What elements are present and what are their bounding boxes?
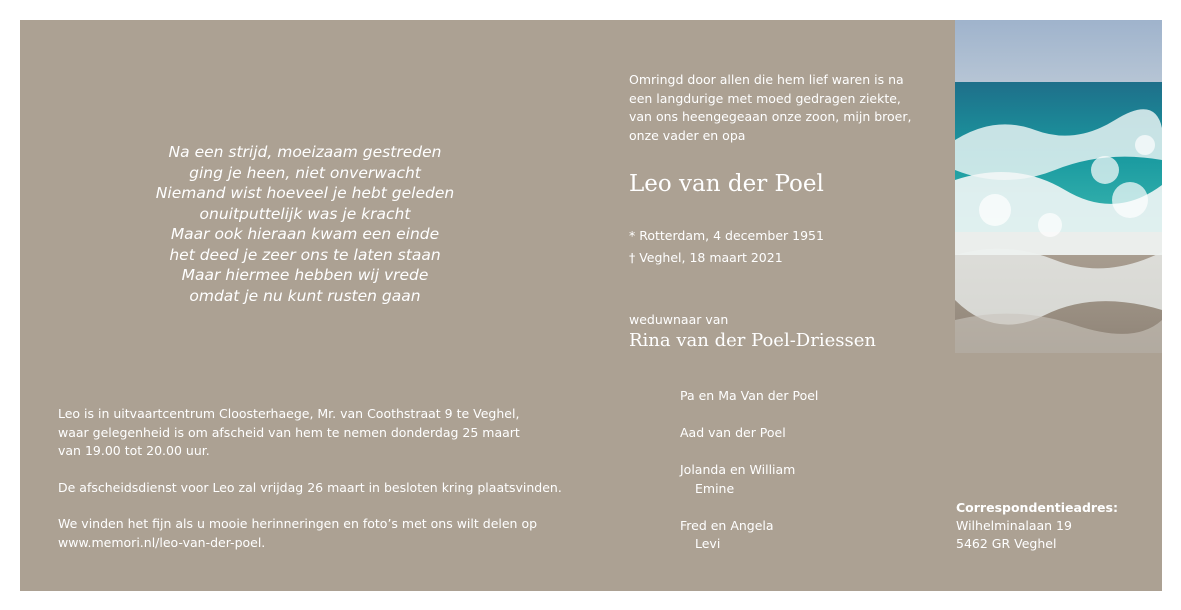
family-group bbox=[680, 461, 818, 498]
family-brother: Aad van der Poel bbox=[680, 425, 786, 440]
info-line: We vinden het fijn als u mooie herinneringen en foto’s met ons wilt delen op bbox=[58, 516, 538, 531]
memories-paragraph bbox=[58, 515, 578, 552]
widow-name: Rina van der Poel-Driessen bbox=[629, 330, 876, 351]
poem-line: het deed je zeer ons te laten staan bbox=[169, 245, 441, 264]
address-label: Correspondentieadres: bbox=[956, 500, 1118, 515]
family-couple: Jolanda en William bbox=[680, 462, 796, 477]
info-line: van 19.00 tot 20.00 uur. bbox=[58, 443, 210, 458]
poem-line: Maar ook hieraan kwam een einde bbox=[170, 225, 440, 243]
family-grandchild: Levi bbox=[695, 536, 721, 551]
poem-line: ging je heen, niet onverwacht bbox=[189, 163, 421, 182]
poem-line: omdat je nu kunt rusten gaan bbox=[189, 286, 421, 305]
memori-link[interactable]: www.memori.nl/leo-van-der-poel. bbox=[58, 534, 266, 550]
poem-line: Niemand wist hoeveel je hebt geleden bbox=[155, 184, 455, 202]
poem-line: onuitputtelijk was je kracht bbox=[199, 204, 411, 223]
viewing-paragraph bbox=[58, 405, 578, 461]
intro-line: een langdurige met moed gedragen ziekte, bbox=[629, 90, 901, 106]
widow-label: weduwnaar van bbox=[629, 312, 729, 327]
birth-date: * Rotterdam, 4 december 1951 bbox=[629, 228, 824, 243]
family-group bbox=[680, 517, 818, 554]
intro-line: onze vader en opa bbox=[629, 127, 746, 143]
announcement-intro bbox=[629, 71, 929, 145]
family-couple: Fred en Angela bbox=[680, 517, 774, 533]
info-line: Leo is in uitvaartcentrum Cloosterhaege, Mr. van Coothstraat 9 te Veghel, bbox=[58, 406, 520, 421]
info-line: waar gelegenheid is om afscheid van hem te nemen donderdag 25 maart bbox=[58, 424, 520, 440]
deceased-name: Leo van der Poel bbox=[629, 171, 824, 197]
correspondence-address bbox=[956, 499, 1118, 553]
intro-line: van ons heengegeaan onze zoon, mijn broer, bbox=[629, 109, 912, 124]
funeral-info bbox=[58, 405, 578, 570]
poem bbox=[125, 142, 485, 306]
address-street: Wilhelminalaan 19 bbox=[956, 518, 1072, 533]
service-paragraph: De afscheidsdienst voor Leo zal vrijdag 26 maart in besloten kring plaatsvinden. bbox=[58, 479, 562, 495]
family-list bbox=[680, 387, 818, 572]
life-dates bbox=[629, 225, 824, 269]
poem-line: Na een strijd, moeizaam gestreden bbox=[168, 143, 442, 161]
poem-line: Maar hiermee hebben wij vrede bbox=[181, 266, 429, 284]
family-grandchild: Emine bbox=[695, 480, 735, 496]
condolence-card bbox=[20, 20, 1162, 591]
intro-line: Omringd door allen die hem lief waren is na bbox=[629, 72, 904, 87]
death-date: † Veghel, 18 maart 2021 bbox=[629, 250, 783, 265]
sea-wave-photo bbox=[955, 20, 1162, 353]
address-city: 5462 GR Veghel bbox=[956, 536, 1057, 551]
family-parents: Pa en Ma Van der Poel bbox=[680, 388, 819, 403]
